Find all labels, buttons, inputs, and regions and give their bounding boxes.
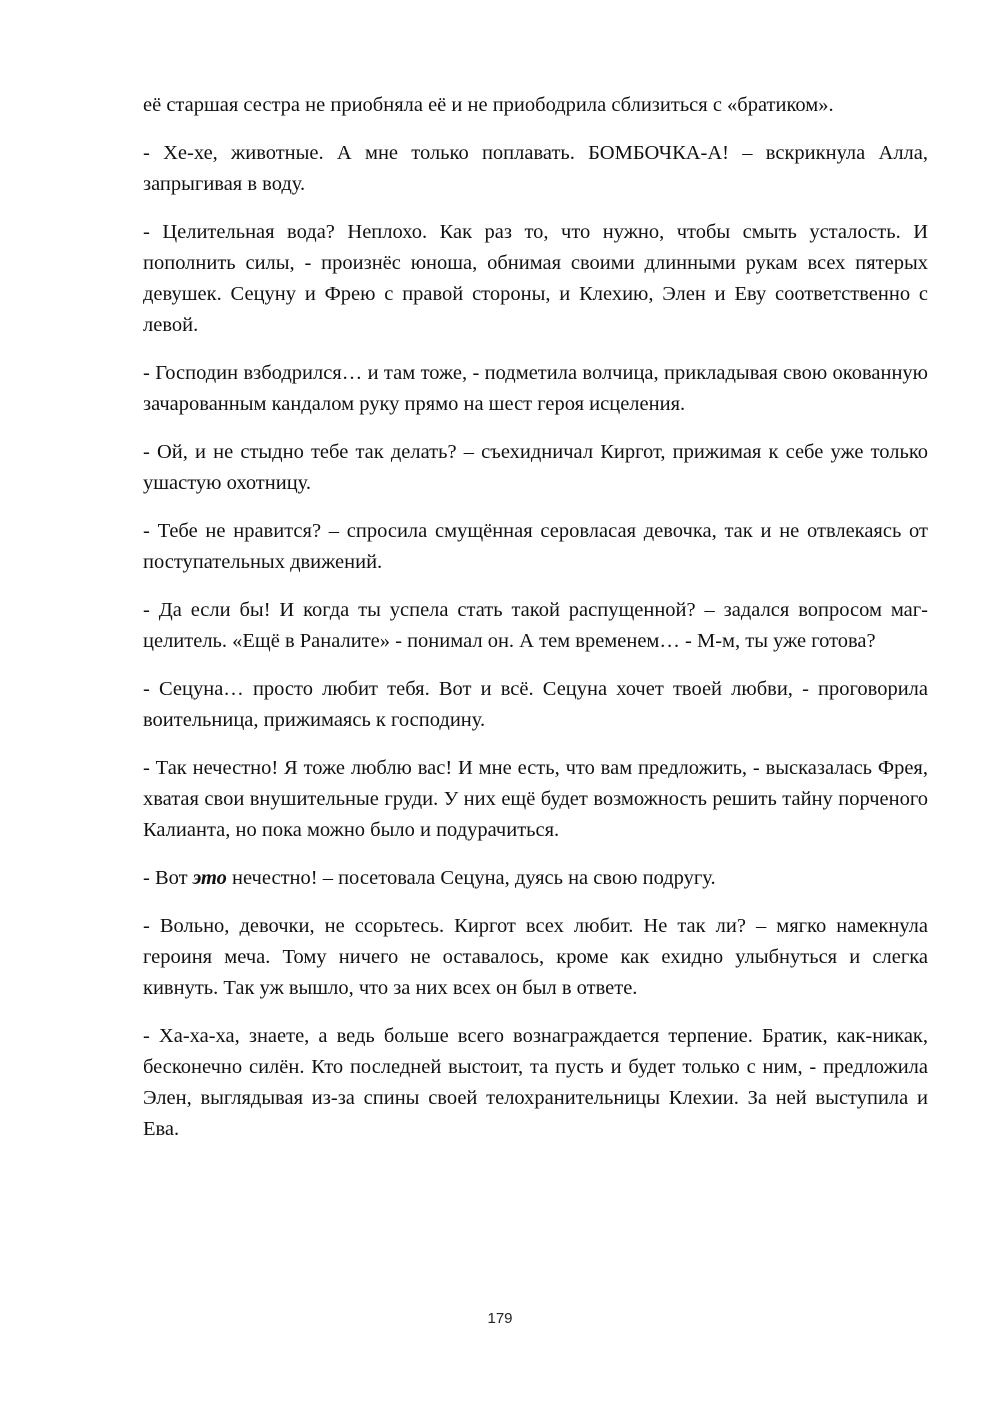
paragraph: - Вольно, девочки, не ссорьтесь. Киргот всех любит. Не так ли? – мягко намекнула героиня меча. Тому ничего не оставалось, кроме как ехидно улыбнуться и слегка кивнуть. Так уж вышло, что за них всех он был в ответе.: [143, 915, 928, 999]
paragraph-text-after: нечестно! – посетовала Сецуна, дуясь на свою подругу.: [226, 867, 716, 889]
paragraph: - Ха-ха-ха, знаете, а ведь больше всего вознаграждается терпение. Братик, как-никак, бесконечно силён. Кто последней выстоит, та пусть и будет только с ним, - предложила Элен, выглядывая из-за спины своей телохранительницы Клехии. За ней выступила и Ева.: [143, 1025, 928, 1140]
paragraph: - Господин взбодрился… и там тоже, - подметила волчица, прикладывая свою окованную зачарованным кандалом руку прямо на шест героя исцеления.: [143, 362, 928, 415]
paragraph: - Так нечестно! Я тоже люблю вас! И мне есть, что вам предложить, - высказалась Фрея, хватая свои внушительные груди. У них ещё будет возможность решить тайну порченого Калианта, но пока можно было и подурачиться.: [143, 757, 928, 841]
page-number: 179: [487, 1310, 513, 1327]
paragraph: - Сецуна… просто любит тебя. Вот и всё. Сецуна хочет твоей любви, - проговорила воительница, прижимаясь к господину.: [143, 678, 928, 731]
paragraph-with-emphasis: [143, 863, 928, 894]
paragraph: - Ой, и не стыдно тебе так делать? – съехидничал Киргот, прижимая к себе уже только ушастую охотницу.: [143, 441, 928, 494]
emphasized-word: это: [192, 867, 227, 889]
document-page: [143, 90, 928, 1162]
paragraph: - Целительная вода? Неплохо. Как раз то, что нужно, чтобы смыть усталость. И пополнить силы, - произнёс юноша, обнимая своими длинными рукам всех пятерых девушек. Сецуну и Фрею с правой стороны, и Клехию, Элен и Еву соответственно с левой.: [143, 221, 928, 336]
paragraph: - Тебе не нравится? – спросила смущённая серовласая девочка, так и не отвлекаясь от поступательных движений.: [143, 520, 928, 573]
paragraph: - Хе-хе, животные. А мне только поплавать. БОМБОЧКА-А! – вскрикнула Алла, запрыгивая в воду.: [143, 142, 928, 195]
paragraph: её старшая сестра не приобняла её и не приободрила сблизиться с «братиком».: [143, 94, 834, 116]
paragraph-text-before: - Вот: [143, 867, 193, 889]
paragraph: - Да если бы! И когда ты успела стать такой распущенной? – задался вопросом маг-целитель. «Ещё в Раналите» - понимал он. А тем временем… - М-м, ты уже готова?: [143, 599, 928, 652]
